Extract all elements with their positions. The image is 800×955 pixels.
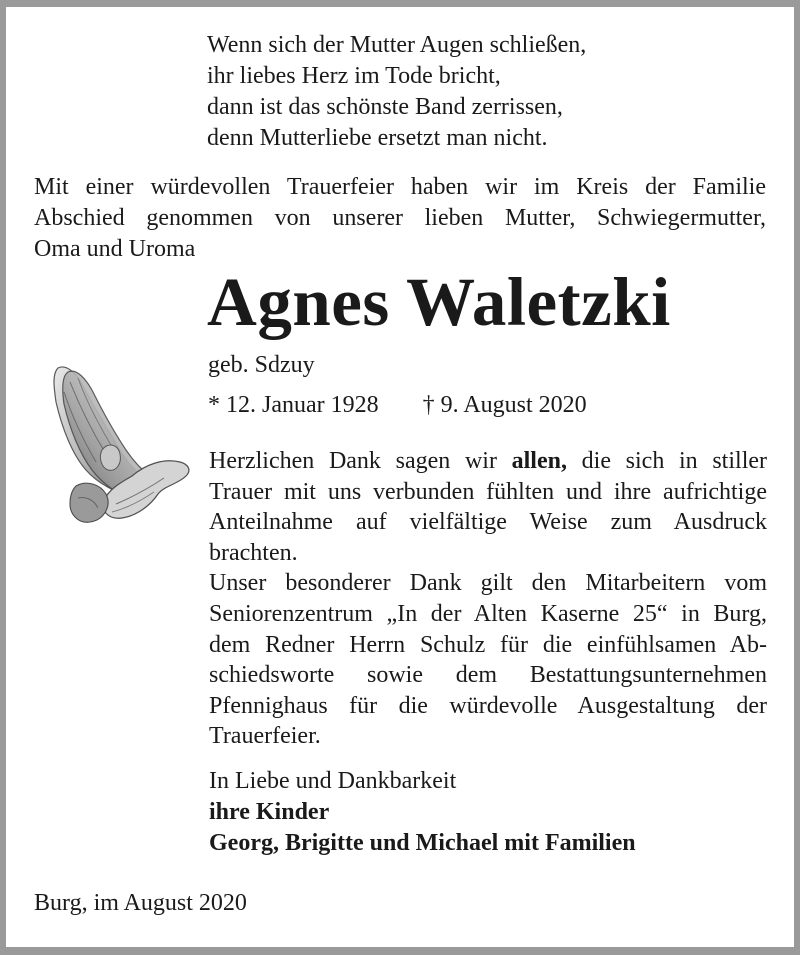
poem-line: Wenn sich der Mutter Augen schließen, [207,32,587,58]
thanks-line: dem Redner Herrn Schulz für die einfühlsamen Ab- [209,631,767,658]
intro-line: Oma und Uroma [34,236,196,262]
thanks-line: Trauer mit uns verbunden fühlten und ihre aufrichtige [209,478,767,505]
closing-signature [209,766,636,859]
place-date: Burg, im August 2020 [34,890,247,916]
thanks-line: Pfennighaus für die würdevolle Ausgestaltung der [209,692,767,719]
thanks-emphasis: allen, [511,448,567,474]
thanks-text [209,446,767,752]
birth-date: * 12. Januar 1928 [208,392,379,418]
poem-line: dann ist das schönste Band zerrissen, [207,94,563,120]
intro-text [34,172,766,265]
intro-line: Abschied genommen von unserer lieben Mutter, Schwiegermutter, [34,205,766,231]
signatories-label: ihre Kinder [209,799,330,825]
poem [207,30,586,154]
signatories-names: Georg, Brigitte und Michael mit Familien [209,830,636,856]
praying-hands-icon [46,358,196,533]
death-date: † 9. August 2020 [422,392,587,418]
maiden-name: geb. Sdzuy [208,352,315,378]
poem-line: denn Mutterliebe ersetzt man nicht. [207,125,548,151]
thanks-intro-end: die sich in stiller [566,448,767,474]
thanks-line: brachten. [209,539,298,566]
thanks-line: Seniorenzentrum „In der Alten Kaserne 25“ in Burg, [209,600,767,627]
thanks-line: schiedsworte sowie dem Bestattungsunternehmen [209,662,767,689]
thanks-intro: Herzlichen Dank sagen wir [209,448,512,474]
poem-line: ihr liebes Herz im Tode bricht, [207,63,501,89]
thanks-line: Unser besonderer Dank gilt den Mitarbeitern vom [209,570,767,597]
closing-phrase: In Liebe und Dankbarkeit [209,768,457,794]
thanks-line: Anteilnahme auf vielfältige Weise zum Ausdruck [209,509,767,536]
thanks-line [209,446,767,477]
thanks-line: Trauerfeier. [209,723,321,750]
life-dates [208,390,587,420]
intro-line: Mit einer würdevollen Trauerfeier haben wir im Kreis der Familie [34,174,766,200]
deceased-name: Agnes Waletzki [207,264,671,340]
